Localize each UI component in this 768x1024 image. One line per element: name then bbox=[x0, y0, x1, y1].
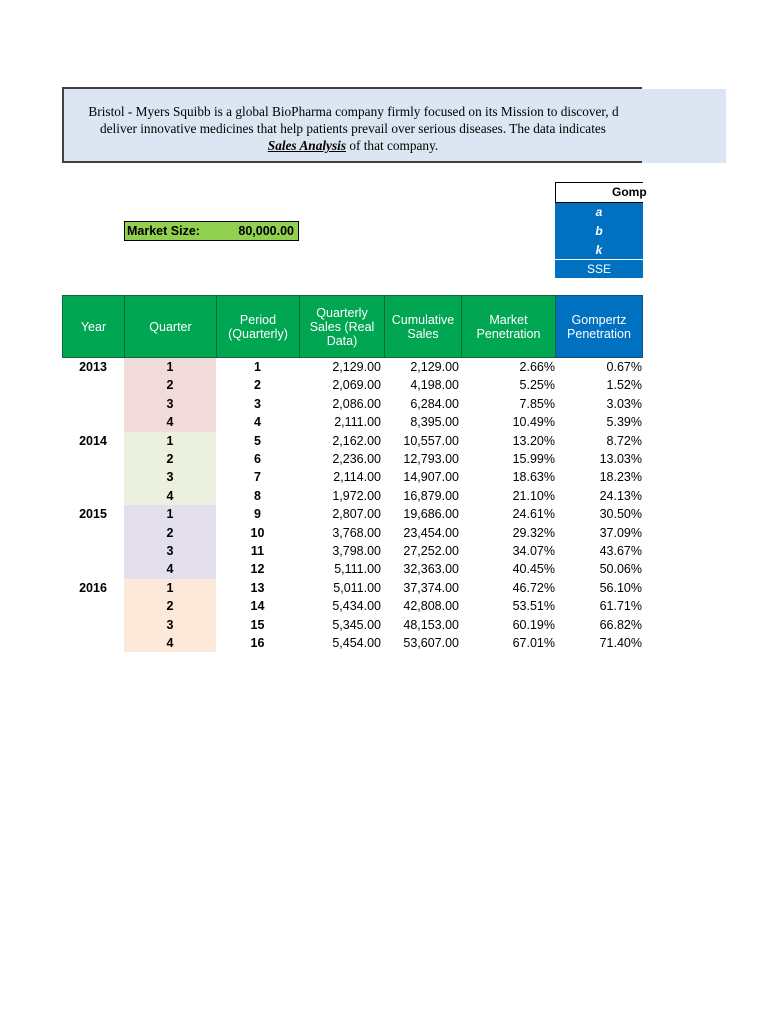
cell-period[interactable]: 13 bbox=[250, 580, 265, 595]
cell-gompertz-penetration[interactable]: 43.67% bbox=[599, 544, 642, 558]
cell-period[interactable]: 7 bbox=[254, 470, 261, 485]
cell-quarter[interactable]: 4 bbox=[166, 636, 174, 650]
cell-quarterly-sales[interactable]: 1,972.00 bbox=[332, 488, 381, 503]
cell-cumulative-sales[interactable]: 32,363.00 bbox=[403, 562, 459, 577]
cell-period[interactable]: 1 bbox=[254, 360, 261, 374]
cell-year[interactable] bbox=[62, 395, 124, 413]
param-sse-cell[interactable]: SSE bbox=[555, 259, 643, 278]
cell-period[interactable]: 5 bbox=[254, 433, 261, 448]
cell-cumulative-sales[interactable]: 19,686.00 bbox=[403, 507, 459, 522]
cell-gompertz-penetration[interactable]: 66.82% bbox=[599, 617, 642, 632]
cell-period[interactable]: 3 bbox=[254, 396, 261, 411]
cell-gompertz-penetration[interactable]: 0.67% bbox=[606, 360, 642, 374]
cell-cumulative-sales[interactable]: 27,252.00 bbox=[403, 544, 459, 558]
cell-period[interactable]: 12 bbox=[250, 562, 265, 577]
cell-quarter[interactable]: 3 bbox=[166, 396, 174, 411]
cell-cumulative-sales[interactable]: 8,395.00 bbox=[410, 415, 459, 430]
cell-quarter[interactable]: 3 bbox=[166, 544, 174, 558]
cell-year[interactable] bbox=[62, 450, 124, 468]
cell-period[interactable]: 6 bbox=[254, 452, 261, 466]
cell-quarterly-sales[interactable]: 3,798.00 bbox=[332, 544, 381, 558]
cell-quarterly-sales[interactable]: 2,086.00 bbox=[332, 396, 381, 411]
cell-quarterly-sales[interactable]: 2,111.00 bbox=[334, 415, 381, 430]
cell-gompertz-penetration[interactable]: 18.23% bbox=[599, 470, 642, 485]
gompertz-params-header[interactable]: Gomp bbox=[555, 182, 643, 203]
cell-market-penetration[interactable]: 13.20% bbox=[512, 433, 555, 448]
cell-market-penetration[interactable]: 7.85% bbox=[519, 396, 555, 411]
cell-quarterly-sales[interactable]: 5,011.00 bbox=[333, 580, 381, 595]
cell-market-penetration[interactable]: 46.72% bbox=[512, 580, 555, 595]
cell-gompertz-penetration[interactable]: 5.39% bbox=[606, 415, 642, 430]
cell-market-penetration[interactable]: 40.45% bbox=[512, 562, 555, 577]
cell-quarter[interactable]: 1 bbox=[166, 580, 174, 595]
description-line-3 bbox=[64, 137, 642, 154]
cell-market-penetration[interactable]: 2.66% bbox=[519, 360, 555, 374]
cell-gompertz-penetration[interactable]: 56.10% bbox=[599, 580, 642, 595]
header-gompertz-penetration[interactable]: Gompertz Penetration bbox=[556, 295, 643, 358]
cell-gompertz-penetration[interactable]: 61.71% bbox=[599, 599, 642, 614]
param-b-cell[interactable]: b bbox=[555, 222, 643, 241]
cell-quarter[interactable]: 2 bbox=[166, 599, 174, 614]
cell-quarter[interactable]: 2 bbox=[166, 452, 174, 466]
cell-period[interactable]: 15 bbox=[250, 617, 265, 632]
cell-gompertz-penetration[interactable]: 1.52% bbox=[606, 378, 642, 393]
cell-year[interactable] bbox=[62, 634, 124, 652]
cell-market-penetration[interactable]: 60.19% bbox=[512, 617, 555, 632]
cell-cumulative-sales[interactable]: 4,198.00 bbox=[410, 378, 459, 393]
cell-year[interactable]: 2015 bbox=[79, 507, 107, 522]
cell-market-penetration[interactable]: 5.25% bbox=[519, 378, 555, 393]
cell-year[interactable]: 2014 bbox=[79, 433, 107, 448]
market-size-label: Market Size: bbox=[127, 224, 200, 238]
cell-cumulative-sales[interactable]: 2,129.00 bbox=[410, 360, 459, 374]
cell-cumulative-sales[interactable]: 48,153.00 bbox=[403, 617, 459, 632]
cell-gompertz-penetration[interactable]: 30.50% bbox=[599, 507, 642, 522]
cell-market-penetration[interactable]: 24.61% bbox=[512, 507, 555, 522]
cell-market-penetration[interactable]: 34.07% bbox=[512, 544, 555, 558]
cell-period[interactable]: 14 bbox=[250, 599, 265, 614]
header-year[interactable]: Year bbox=[62, 295, 125, 358]
cell-quarterly-sales[interactable]: 5,454.00 bbox=[332, 636, 381, 650]
cell-cumulative-sales[interactable]: 42,808.00 bbox=[403, 599, 459, 614]
cell-cumulative-sales[interactable]: 23,454.00 bbox=[403, 525, 459, 540]
cell-quarterly-sales[interactable]: 2,069.00 bbox=[332, 378, 381, 393]
description-line-3-rest: of that company. bbox=[346, 138, 439, 153]
cell-market-penetration[interactable]: 10.49% bbox=[512, 415, 555, 430]
cell-market-penetration[interactable]: 21.10% bbox=[512, 488, 555, 503]
cell-gompertz-penetration[interactable]: 8.72% bbox=[606, 433, 642, 448]
cell-year[interactable] bbox=[62, 597, 124, 615]
cell-gompertz-penetration[interactable]: 24.13% bbox=[599, 488, 642, 503]
cell-cumulative-sales[interactable]: 16,879.00 bbox=[403, 488, 459, 503]
cell-period[interactable]: 2 bbox=[254, 378, 261, 393]
company-description bbox=[64, 103, 642, 154]
cell-year[interactable] bbox=[62, 542, 124, 560]
cell-quarter[interactable]: 1 bbox=[166, 507, 174, 522]
cell-cumulative-sales[interactable]: 37,374.00 bbox=[403, 580, 459, 595]
cell-year[interactable] bbox=[62, 524, 124, 542]
cell-cumulative-sales[interactable]: 10,557.00 bbox=[403, 433, 459, 448]
cell-year[interactable] bbox=[62, 468, 124, 486]
cell-quarter[interactable]: 2 bbox=[166, 378, 174, 393]
cell-quarterly-sales[interactable]: 2,114.00 bbox=[333, 470, 381, 485]
cell-year[interactable]: 2016 bbox=[79, 580, 107, 595]
cell-quarterly-sales[interactable]: 5,434.00 bbox=[332, 599, 381, 614]
cell-quarterly-sales[interactable]: 2,162.00 bbox=[332, 433, 381, 448]
param-a-cell[interactable]: a bbox=[555, 203, 643, 222]
cell-quarter[interactable]: 1 bbox=[166, 360, 174, 374]
cell-year[interactable] bbox=[62, 376, 124, 394]
cell-year[interactable] bbox=[62, 560, 124, 578]
sales-analysis-emphasis: Sales Analysis bbox=[267, 138, 346, 153]
cell-gompertz-penetration[interactable]: 37.09% bbox=[599, 525, 642, 540]
cell-gompertz-penetration[interactable]: 3.03% bbox=[606, 396, 642, 411]
header-quarter[interactable]: Quarter bbox=[125, 295, 217, 358]
cell-cumulative-sales[interactable]: 14,907.00 bbox=[403, 470, 459, 485]
cell-gompertz-penetration[interactable]: 71.40% bbox=[599, 636, 642, 650]
description-line-1: Bristol - Myers Squibb is a global BioPharma company firmly focused on its Mission to discover, d bbox=[88, 104, 619, 119]
cell-quarter[interactable]: 4 bbox=[166, 415, 174, 430]
description-line-2: deliver innovative medicines that help patients prevail over serious diseases. The data indicates bbox=[100, 121, 606, 136]
cell-year[interactable] bbox=[62, 616, 124, 634]
cell-period[interactable]: 8 bbox=[254, 488, 261, 503]
cell-period[interactable]: 4 bbox=[254, 415, 261, 430]
cell-market-penetration[interactable]: 67.01% bbox=[512, 636, 555, 650]
cell-market-penetration[interactable]: 29.32% bbox=[512, 525, 555, 540]
cell-quarter[interactable]: 2 bbox=[166, 525, 174, 540]
cell-quarter[interactable]: 3 bbox=[166, 617, 174, 632]
cell-year[interactable] bbox=[62, 487, 124, 505]
cell-quarterly-sales[interactable]: 3,768.00 bbox=[332, 525, 381, 540]
description-box-overflow bbox=[642, 89, 726, 163]
cell-quarterly-sales[interactable]: 5,345.00 bbox=[332, 617, 381, 632]
header-quarterly-sales[interactable]: Quarterly Sales (Real Data) bbox=[300, 295, 385, 358]
cell-cumulative-sales[interactable]: 53,607.00 bbox=[403, 636, 459, 650]
cell-quarter[interactable]: 3 bbox=[166, 470, 174, 485]
header-market-penetration[interactable]: Market Penetration bbox=[462, 295, 556, 358]
header-period[interactable]: Period (Quarterly) bbox=[217, 295, 300, 358]
market-size-cell[interactable] bbox=[124, 221, 299, 241]
cell-market-penetration[interactable]: 18.63% bbox=[512, 470, 555, 485]
cell-gompertz-penetration[interactable]: 13.03% bbox=[599, 452, 642, 466]
cell-market-penetration[interactable]: 53.51% bbox=[512, 599, 555, 614]
cell-period[interactable]: 16 bbox=[250, 636, 265, 650]
param-k-cell[interactable]: k bbox=[555, 241, 643, 260]
cell-quarterly-sales[interactable]: 2,807.00 bbox=[332, 507, 381, 522]
cell-quarterly-sales[interactable]: 5,111.00 bbox=[334, 562, 381, 577]
cell-year[interactable] bbox=[62, 413, 124, 431]
cell-period[interactable]: 10 bbox=[250, 525, 265, 540]
cell-quarter[interactable]: 4 bbox=[166, 488, 174, 503]
cell-period[interactable]: 9 bbox=[254, 507, 261, 522]
market-size-value[interactable]: 80,000.00 bbox=[238, 224, 294, 238]
cell-period[interactable]: 11 bbox=[250, 544, 265, 558]
cell-quarterly-sales[interactable]: 2,129.00 bbox=[332, 360, 381, 374]
cell-market-penetration[interactable]: 15.99% bbox=[512, 452, 555, 466]
cell-gompertz-penetration[interactable]: 50.06% bbox=[599, 562, 642, 577]
cell-quarter[interactable]: 4 bbox=[166, 562, 174, 577]
cell-cumulative-sales[interactable]: 12,793.00 bbox=[403, 452, 459, 466]
cell-year[interactable]: 2013 bbox=[79, 360, 107, 374]
cell-quarter[interactable]: 1 bbox=[166, 433, 174, 448]
cell-cumulative-sales[interactable]: 6,284.00 bbox=[410, 396, 459, 411]
header-cumulative-sales[interactable]: Cumulative Sales bbox=[385, 295, 462, 358]
cell-quarterly-sales[interactable]: 2,236.00 bbox=[332, 452, 381, 466]
